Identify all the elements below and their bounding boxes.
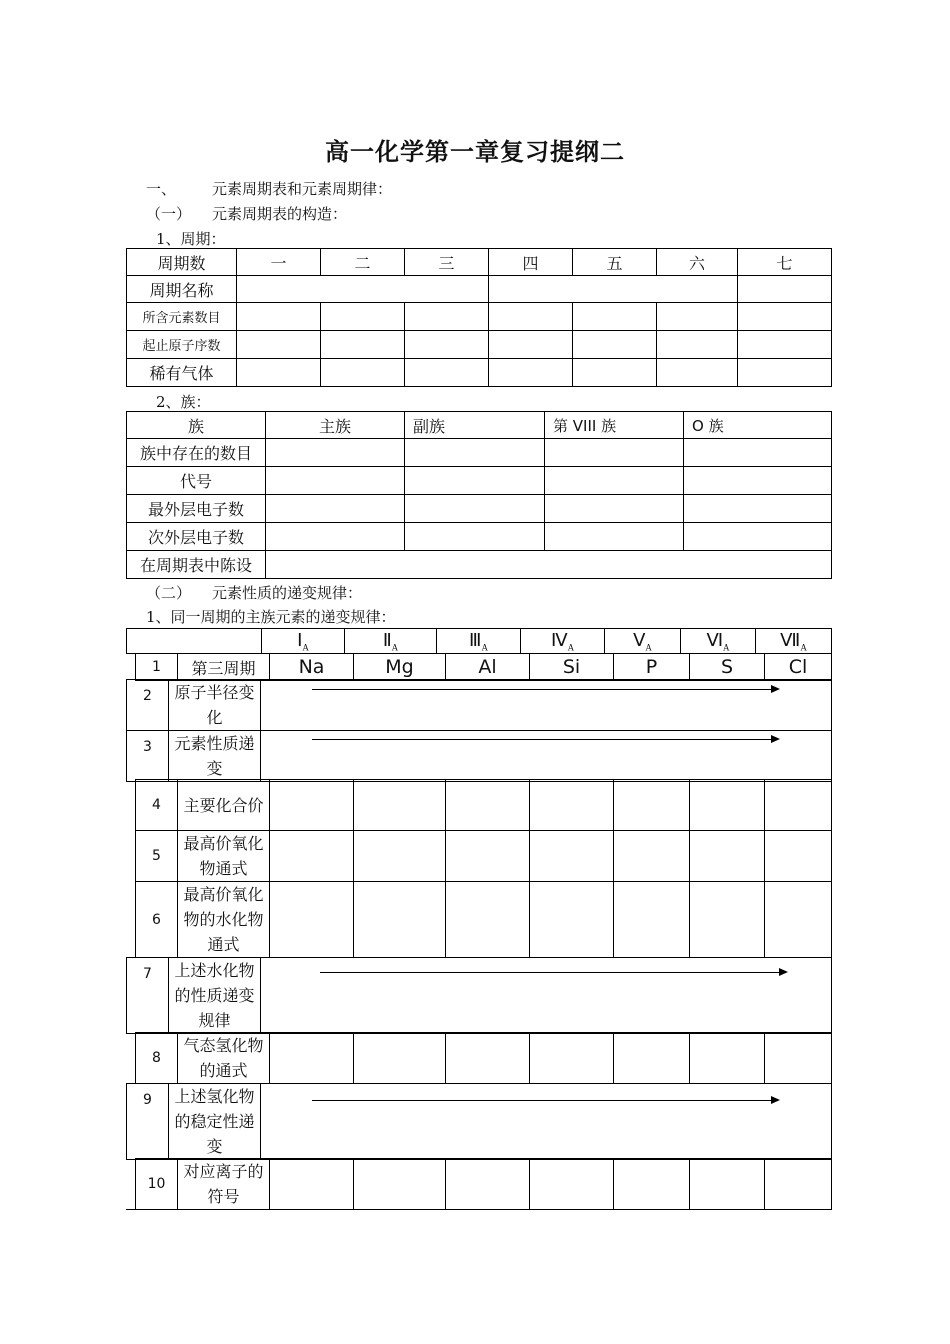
arrow-icon — [312, 1100, 778, 1101]
row-number: 3 — [127, 731, 169, 782]
row-label: 气态氢化物的通式 — [178, 1033, 270, 1084]
table-cell[interactable] — [405, 495, 545, 523]
table-cell[interactable] — [530, 780, 614, 831]
table-cell[interactable] — [270, 780, 354, 831]
table-cell[interactable] — [545, 523, 684, 551]
table-cell[interactable] — [237, 331, 321, 359]
table-cell[interactable] — [354, 882, 446, 958]
table-cell[interactable] — [266, 551, 832, 579]
group-row-label: 族中存在的数目 — [127, 439, 266, 467]
row-label: 原子半径变化 — [169, 680, 261, 731]
period-header-4: 四 — [489, 249, 573, 276]
table-cell[interactable] — [530, 831, 614, 882]
table-cell[interactable] — [321, 303, 405, 331]
row-label: 对应离子的符号 — [178, 1159, 270, 1210]
table-cell[interactable] — [684, 467, 832, 495]
row-number: 10 — [136, 1159, 178, 1210]
table-cell[interactable] — [690, 1159, 765, 1210]
period-header-2: 二 — [321, 249, 405, 276]
row-label: 最高价氧化物的水化物通式 — [178, 882, 270, 958]
table-cell[interactable] — [690, 1033, 765, 1084]
element-p: P — [614, 654, 690, 681]
trend-row-elements — [135, 653, 832, 681]
row-label: 上述氢化物的稳定性递变 — [169, 1084, 261, 1160]
group-row-label: 最外层电子数 — [127, 495, 266, 523]
period-heading: 1、周期： — [156, 230, 226, 248]
period-row-label: 所含元素数目 — [127, 303, 237, 331]
period-header-5: 五 — [573, 249, 657, 276]
group-header-sub: 副族 — [405, 412, 545, 439]
row-number: 5 — [136, 831, 178, 882]
table-cell[interactable] — [405, 359, 489, 387]
table-cell[interactable] — [321, 331, 405, 359]
row-label: 上述水化物的性质递变规律 — [169, 958, 261, 1034]
arrow-cell[interactable] — [261, 680, 832, 731]
table-cell[interactable] — [684, 495, 832, 523]
table-cell[interactable] — [266, 523, 405, 551]
table-cell[interactable] — [489, 359, 573, 387]
table-cell[interactable] — [657, 359, 738, 387]
row-number: 1 — [136, 654, 178, 681]
row-number: 8 — [136, 1033, 178, 1084]
subsection-1-index: （一） — [146, 205, 192, 223]
element-s: S — [690, 654, 765, 681]
table-cell[interactable] — [530, 1159, 614, 1210]
trend-heading: 1、同一周期的主族元素的递变规律： — [146, 608, 396, 626]
table-cell[interactable] — [573, 303, 657, 331]
group-row-label: 代号 — [127, 467, 266, 495]
group-label-VA: $Ⅴ_A$ — [605, 629, 681, 654]
table-cell[interactable] — [270, 1159, 354, 1210]
period-name-short-cell[interactable] — [237, 276, 489, 303]
table-cell[interactable] — [237, 303, 321, 331]
table-cell[interactable] — [489, 331, 573, 359]
group-row-label: 在周期表中陈设 — [127, 551, 266, 579]
trend-row-8 — [135, 1032, 832, 1084]
element-al: Al — [446, 654, 530, 681]
period-header-3: 三 — [405, 249, 489, 276]
period-name-incomplete-cell[interactable] — [738, 276, 832, 303]
trend-group-header — [126, 628, 832, 654]
trend-row-7 — [126, 957, 832, 1034]
table-cell[interactable] — [266, 495, 405, 523]
group-label-VIIA: $Ⅶ_A$ — [756, 629, 832, 654]
table-cell[interactable] — [446, 1033, 530, 1084]
group-row-label: 次外层电子数 — [127, 523, 266, 551]
page-title: 高一化学第一章复习提纲二 — [325, 138, 625, 166]
table-cell[interactable] — [765, 780, 832, 831]
table-cell[interactable] — [690, 882, 765, 958]
group-label-IVA: $Ⅳ_A$ — [521, 629, 605, 654]
table-cell[interactable] — [266, 439, 405, 467]
table-cell[interactable] — [545, 495, 684, 523]
row-label: 最高价氧化物通式 — [178, 831, 270, 882]
table-cell[interactable] — [354, 780, 446, 831]
row-label: 第三周期 — [178, 654, 270, 681]
element-mg: Mg — [354, 654, 446, 681]
group-header-viii: 第 VIII 族 — [545, 412, 684, 439]
section-1-index: 一、 — [146, 180, 177, 198]
row-number: 2 — [127, 680, 169, 731]
subsection-2-index: （二） — [146, 584, 192, 602]
arrow-cell[interactable] — [261, 1084, 832, 1160]
table-cell[interactable] — [270, 1033, 354, 1084]
table-cell[interactable] — [684, 523, 832, 551]
group-heading: 2、族： — [156, 393, 211, 411]
trend-rows-4-6 — [135, 779, 832, 958]
table-cell[interactable] — [237, 359, 321, 387]
table-cell[interactable] — [738, 359, 832, 387]
table-cell[interactable] — [614, 1033, 690, 1084]
arrow-icon — [312, 739, 778, 740]
table-cell[interactable] — [765, 831, 832, 882]
group-label-IA: $Ⅰ_A$ — [262, 629, 345, 654]
table-cell[interactable] — [614, 882, 690, 958]
period-header-label: 周期数 — [127, 249, 237, 276]
element-na: Na — [270, 654, 354, 681]
row-number: 9 — [127, 1084, 169, 1160]
trend-rows-2-3 — [126, 679, 832, 782]
table-cell[interactable] — [405, 331, 489, 359]
table-cell[interactable] — [573, 359, 657, 387]
page-edge-mark — [126, 1209, 135, 1210]
table-cell[interactable] — [738, 331, 832, 359]
arrow-icon — [312, 689, 778, 690]
table-cell[interactable] — [446, 780, 530, 831]
group-table — [126, 411, 832, 579]
table-cell[interactable] — [614, 831, 690, 882]
table-cell[interactable] — [765, 882, 832, 958]
table-cell[interactable] — [765, 1159, 832, 1210]
row-number: 7 — [127, 958, 169, 1034]
row-number: 6 — [136, 882, 178, 958]
group-header-label: 族 — [127, 412, 266, 439]
group-label-VIA: $Ⅵ_A$ — [681, 629, 756, 654]
table-cell[interactable] — [614, 1159, 690, 1210]
table-cell[interactable] — [270, 882, 354, 958]
table-cell[interactable] — [690, 780, 765, 831]
table-cell[interactable] — [405, 467, 545, 495]
period-row-label: 稀有气体 — [127, 359, 237, 387]
table-cell[interactable] — [354, 831, 446, 882]
row-label: 元素性质递变 — [169, 731, 261, 782]
subsection-1-heading: 元素周期表的构造： — [212, 205, 348, 223]
period-header-6: 六 — [657, 249, 738, 276]
row-number: 4 — [136, 780, 178, 831]
table-cell[interactable] — [321, 359, 405, 387]
table-cell[interactable] — [690, 831, 765, 882]
element-si: Si — [530, 654, 614, 681]
table-cell[interactable] — [530, 882, 614, 958]
table-cell[interactable] — [354, 1159, 446, 1210]
row-label: 主要化合价 — [178, 780, 270, 831]
period-row-label: 起止原子序数 — [127, 331, 237, 359]
group-header-zero: O 族 — [684, 412, 832, 439]
table-cell[interactable] — [270, 831, 354, 882]
table-cell[interactable] — [489, 303, 573, 331]
table-cell[interactable] — [738, 303, 832, 331]
trend-row-10 — [135, 1158, 832, 1210]
table-cell[interactable] — [530, 1033, 614, 1084]
table-cell[interactable] — [446, 831, 530, 882]
subsection-2-heading: 元素性质的递变规律： — [212, 584, 363, 602]
trend-header-blank — [127, 629, 262, 654]
period-name-long-cell[interactable] — [489, 276, 738, 303]
table-cell[interactable] — [765, 1033, 832, 1084]
table-cell[interactable] — [405, 523, 545, 551]
period-header-1: 一 — [237, 249, 321, 276]
group-label-IIA: $Ⅱ_A$ — [345, 629, 437, 654]
trend-row-9 — [126, 1083, 832, 1160]
arrow-cell[interactable] — [261, 958, 832, 1034]
section-1-heading: 元素周期表和元素周期律： — [212, 180, 393, 198]
table-cell[interactable] — [545, 467, 684, 495]
table-cell[interactable] — [657, 303, 738, 331]
table-cell[interactable] — [545, 439, 684, 467]
group-header-main: 主族 — [266, 412, 405, 439]
table-cell[interactable] — [657, 331, 738, 359]
period-row-label: 周期名称 — [127, 276, 237, 303]
table-cell[interactable] — [446, 1159, 530, 1210]
table-cell[interactable] — [405, 439, 545, 467]
table-cell[interactable] — [446, 882, 530, 958]
table-cell[interactable] — [573, 331, 657, 359]
arrow-icon — [320, 972, 786, 973]
table-cell[interactable] — [684, 439, 832, 467]
table-cell[interactable] — [354, 1033, 446, 1084]
table-cell[interactable] — [405, 303, 489, 331]
element-cl: Cl — [765, 654, 832, 681]
period-table — [126, 248, 832, 387]
table-cell[interactable] — [266, 467, 405, 495]
group-label-IIIA: $Ⅲ_A$ — [437, 629, 521, 654]
table-cell[interactable] — [614, 780, 690, 831]
period-header-7: 七 — [738, 249, 832, 276]
